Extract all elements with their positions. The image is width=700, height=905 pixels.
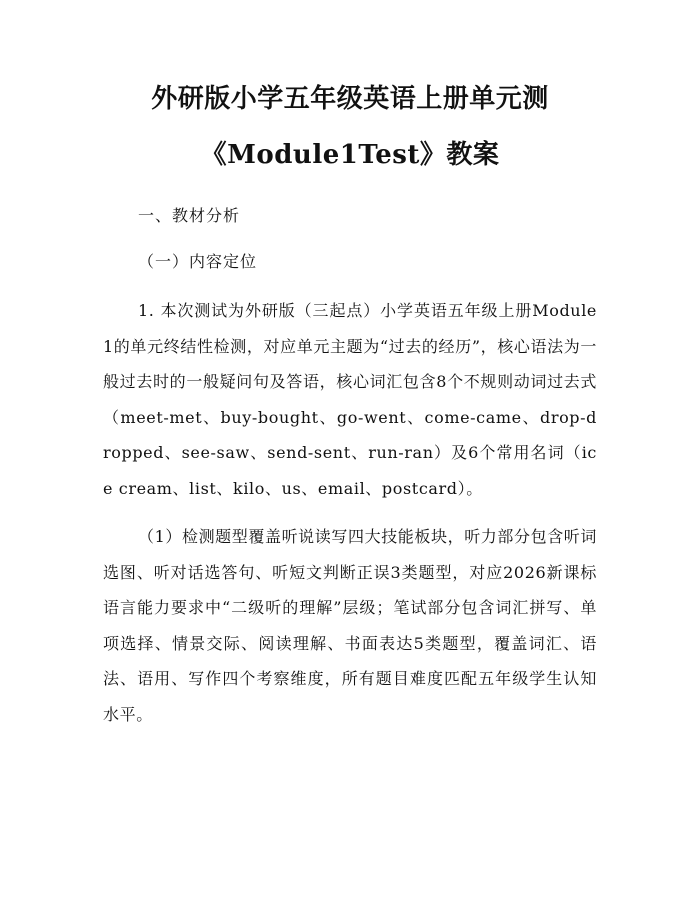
subsection-heading: （一）内容定位 [138,252,258,271]
document-title-line-1: 外研版小学五年级英语上册单元测 [151,84,549,114]
paragraph-1: 1. 本次测试为外研版（三起点）小学英语五年级上册Module1的单元终结性检测，对应单元主题为“过去的经历”，核心语法为一般过去时的一般疑问句及答语，核心词汇包含8个不规则动词过去式（meet-met、buy-bought、go-went、come-came、drop-dropped、see-saw、send-sent、run-ran）及6个常用名词（ice cream、list、kilo、us、email、postcard）。 [103,301,597,498]
paragraph-2: （1）检测题型覆盖听说读写四大技能板块，听力部分包含听词选图、听对话选答句、听短文判断正误3类题型，对应2026新课标语言能力要求中“二级听的理解”层级；笔试部分包含词汇拼写、单项选择、情景交际、阅读理解、书面表达5类题型，覆盖词汇、语法、语用、写作四个考察维度，所有题目难度匹配五年级学生认知水平。 [103,527,597,724]
section-heading: 一、教材分析 [138,206,241,225]
document-title-line-2: 《Module1Test》教案 [200,140,500,170]
